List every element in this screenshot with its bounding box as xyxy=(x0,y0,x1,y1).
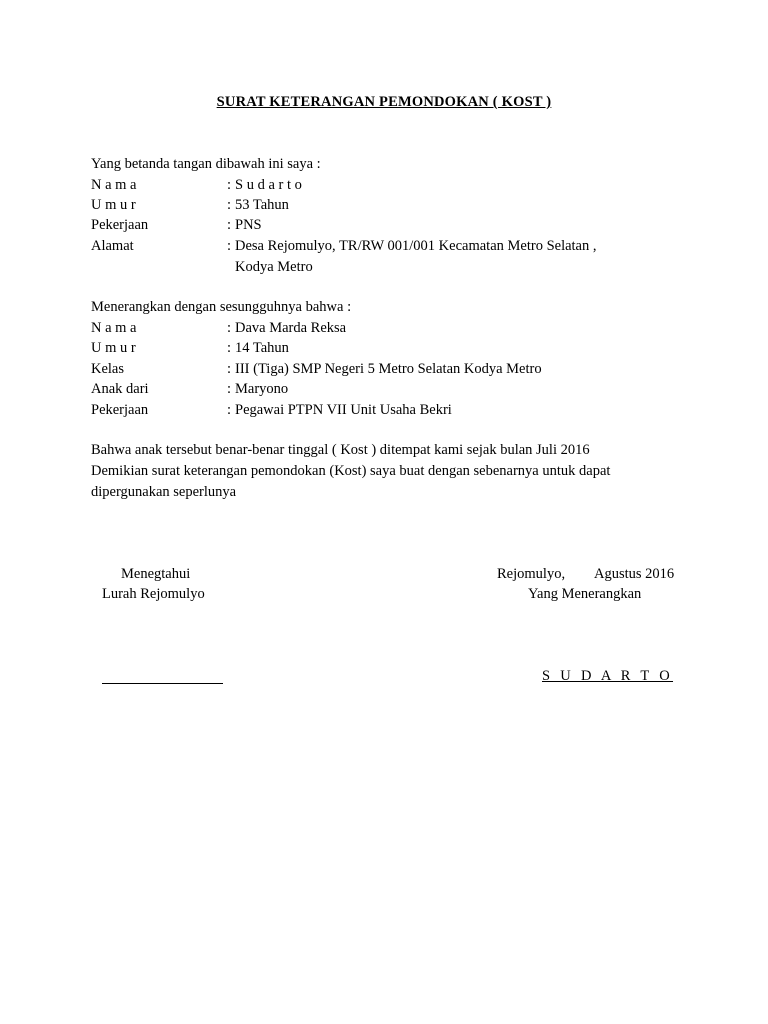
subject-row-name xyxy=(91,318,346,338)
row-label: U m u r xyxy=(91,197,136,213)
subject-row-age xyxy=(91,338,289,358)
row-colon: : xyxy=(227,361,232,377)
statement-line-3: dipergunakan seperlunya xyxy=(91,484,237,500)
row-label: N a m a xyxy=(91,320,137,336)
row-colon: : xyxy=(227,177,232,193)
row-label: Alamat xyxy=(91,238,134,254)
intro-signer: Yang betanda tangan dibawah ini saya : xyxy=(91,156,321,172)
signer-row-age xyxy=(91,195,289,215)
row-colon: : xyxy=(227,217,232,233)
right-sig-date: Agustus 2016 xyxy=(594,566,675,582)
letter-title: SURAT KETERANGAN PEMONDOKAN ( KOST ) xyxy=(216,94,552,110)
row-colon: : xyxy=(227,197,232,213)
right-sig-place: Rejomulyo, xyxy=(497,566,566,582)
intro-subject: Menerangkan dengan sesungguhnya bahwa : xyxy=(91,299,352,315)
row-label: N a m a xyxy=(91,177,137,193)
row-label: Pekerjaan xyxy=(91,217,149,233)
row-colon: : xyxy=(227,238,232,254)
row-colon: : xyxy=(227,320,232,336)
row-colon: : xyxy=(227,340,232,356)
statement-line-2: Demikian surat keterangan pemondokan (Kost) saya buat dengan sebenarnya untuk dapat xyxy=(91,463,611,479)
row-value: Desa Rejomulyo, TR/RW 001/001 Kecamatan Metro Selatan , xyxy=(235,238,597,254)
row-label: Pekerjaan xyxy=(91,402,149,418)
row-colon: : xyxy=(227,381,232,397)
row-label: Anak dari xyxy=(91,381,149,397)
subject-row-occupation xyxy=(91,400,452,420)
row-value: 14 Tahun xyxy=(235,340,289,356)
left-sig-title: Lurah Rejomulyo xyxy=(102,586,205,602)
row-value: Pegawai PTPN VII Unit Usaha Bekri xyxy=(235,402,452,418)
right-sig-title: Yang Menerangkan xyxy=(528,586,642,602)
subject-row-class xyxy=(91,359,542,379)
subject-row-parent xyxy=(91,379,288,399)
row-label: U m u r xyxy=(91,340,136,356)
signer-address-continuation: Kodya Metro xyxy=(235,259,313,275)
signer-row-occupation xyxy=(91,215,262,235)
row-colon: : xyxy=(227,402,232,418)
signer-row-name xyxy=(91,175,302,195)
row-value: 53 Tahun xyxy=(235,197,289,213)
row-value: Maryono xyxy=(235,381,289,397)
row-value: III (Tiga) SMP Negeri 5 Metro Selatan Kodya Metro xyxy=(235,361,542,377)
right-sig-name: S U D A R T O xyxy=(542,668,674,684)
statement-line-1: Bahwa anak tersebut benar-benar tinggal ( Kost ) ditempat kami sejak bulan Juli 2016 xyxy=(91,442,590,458)
signer-row-address xyxy=(91,236,597,256)
row-value: PNS xyxy=(235,217,262,233)
row-value: S u d a r t o xyxy=(235,177,302,193)
left-sig-acknowledged: Menegtahui xyxy=(121,566,191,582)
left-signature-line xyxy=(102,683,223,684)
row-value: Dava Marda Reksa xyxy=(235,320,347,336)
row-label: Kelas xyxy=(91,361,125,377)
